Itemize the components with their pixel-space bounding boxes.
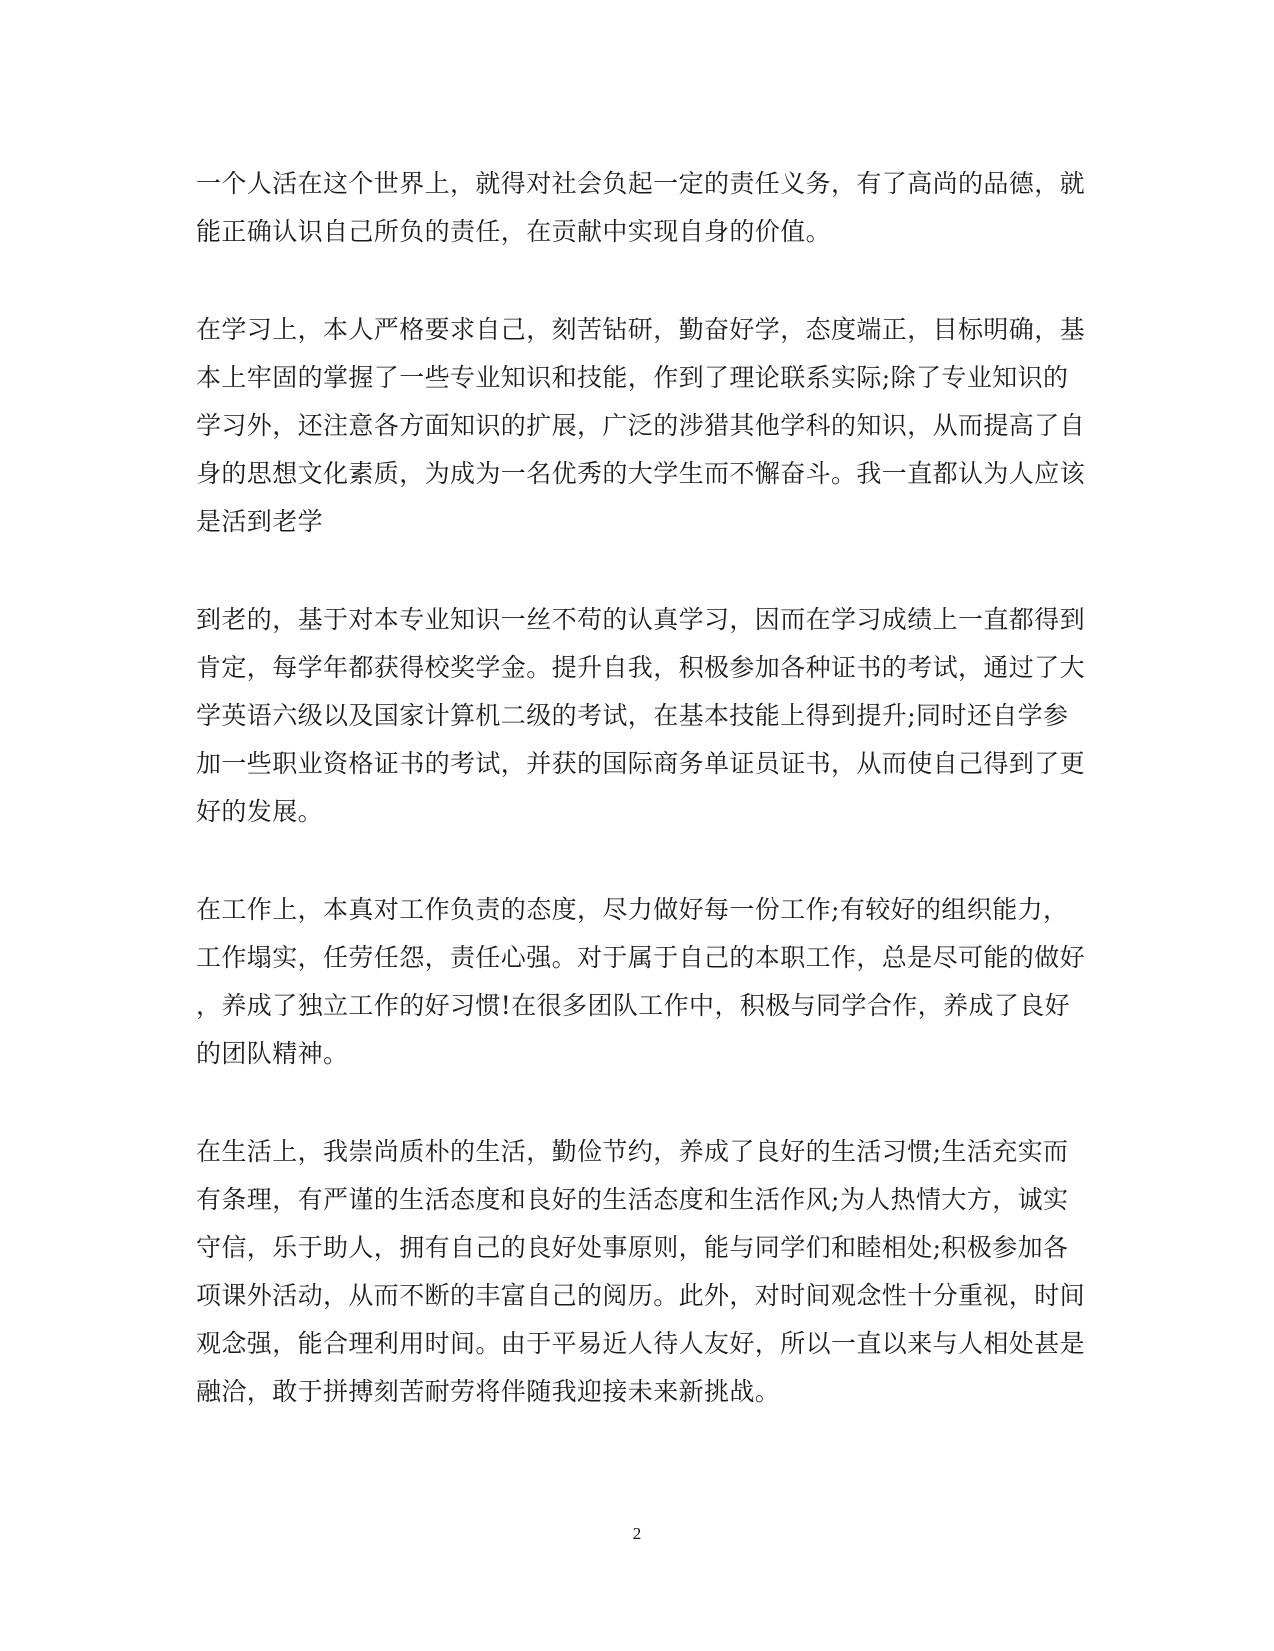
text-line: 在工作上，本真对工作负责的态度，尽力做好每一份工作;有较好的组织能力，: [196, 895, 1069, 924]
text-line: 到老的，基于对本专业知识一丝不苟的认真学习，因而在学习成绩上一直都得到: [196, 605, 1086, 634]
paragraph-responsibility: [196, 160, 1086, 256]
text-line: 在生活上，我崇尚质朴的生活，勤俭节约，养成了良好的生活习惯;生活充实而: [196, 1137, 1069, 1166]
text-line: 学英语六级以及国家计算机二级的考试，在基本技能上得到提升;同时还自学参: [196, 701, 1069, 730]
text-line: 的团队精神。: [196, 1039, 349, 1068]
text-line: 在学习上，本人严格要求自己，刻苦钻研，勤奋好学，态度端正，目标明确，基: [196, 315, 1086, 344]
page-number: 2: [632, 1524, 642, 1543]
text-line: 守信，乐于助人，拥有自己的良好处事原则，能与同学们和睦相处;积极参加各: [196, 1233, 1069, 1262]
text-line: 肯定，每学年都获得校奖学金。提升自我，积极参加各种证书的考试，通过了大: [196, 653, 1086, 682]
paragraph-study: [196, 306, 1086, 546]
text-line: 一个人活在这个世界上，就得对社会负起一定的责任义务，有了高尚的品德，就: [196, 169, 1086, 198]
text-line: 是活到老学: [196, 507, 324, 536]
text-line: 项课外活动，从而不断的丰富自己的阅历。此外，对时间观念性十分重视，时间: [196, 1281, 1086, 1310]
text-line: ，养成了独立工作的好习惯!在很多团队工作中，积极与同学合作，养成了良好: [196, 991, 1071, 1020]
paragraph-work: [196, 886, 1086, 1078]
paragraph-achievements: [196, 596, 1086, 836]
text-line: 工作塌实，任劳任怨，责任心强。对于属于自己的本职工作，总是尽可能的做好: [196, 943, 1086, 972]
text-line: 本上牢固的掌握了一些专业知识和技能，作到了理论联系实际;除了专业知识的: [196, 363, 1069, 392]
paragraph-life: [196, 1128, 1086, 1416]
text-line: 融洽，敢于拼搏刻苦耐劳将伴随我迎接未来新挑战。: [196, 1377, 781, 1406]
text-line: 学习外，还注意各方面知识的扩展，广泛的涉猎其他学科的知识，从而提高了自: [196, 411, 1086, 440]
text-line: 身的思想文化素质，为成为一名优秀的大学生而不懈奋斗。我一直都认为人应该: [196, 459, 1086, 488]
text-line: 能正确认识自己所负的责任，在贡献中实现自身的价值。: [196, 217, 832, 246]
text-line: 加一些职业资格证书的考试，并获的国际商务单证员证书，从而使自己得到了更: [196, 749, 1086, 778]
text-line: 观念强，能合理利用时间。由于平易近人待人友好，所以一直以来与人相处甚是: [196, 1329, 1086, 1358]
text-line: 有条理，有严谨的生活态度和良好的生活态度和生活作风;为人热情大方，诚实: [196, 1185, 1069, 1214]
text-line: 好的发展。: [196, 797, 324, 826]
document-body: [196, 160, 1086, 1466]
